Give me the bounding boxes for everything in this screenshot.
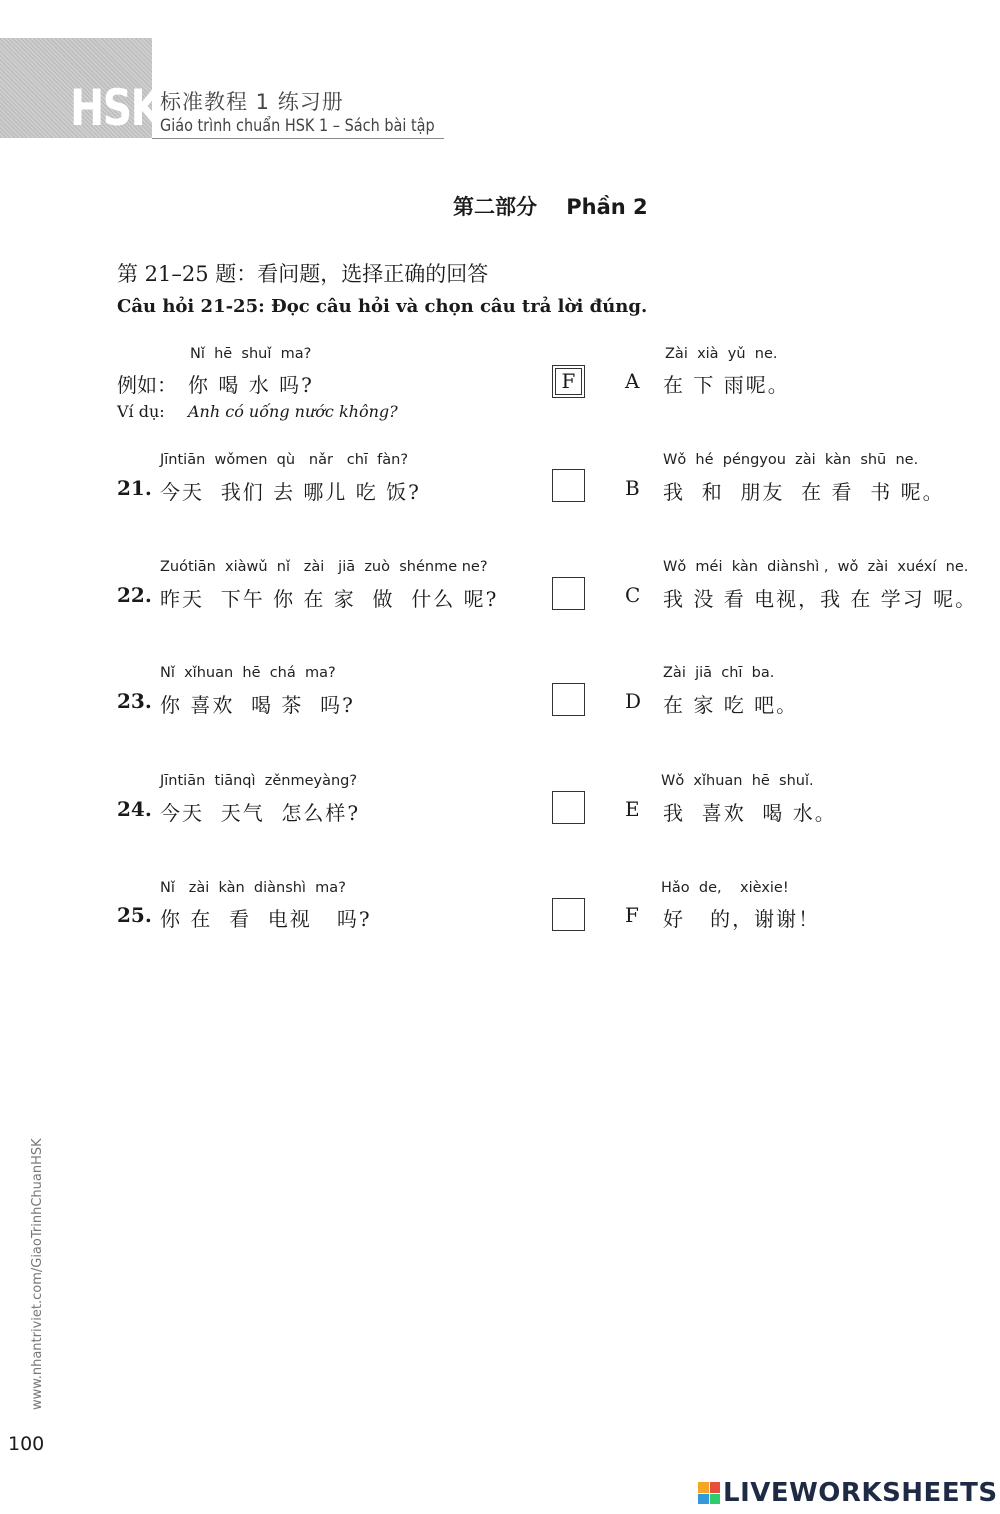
instructions-chinese: 第 21–25 题：看问题，选择正确的回答	[117, 262, 489, 286]
question-23-pinyin: Nǐ xǐhuan hē chá ma?	[160, 665, 336, 681]
question-24-chinese: 今天 天气 怎么样?	[160, 801, 361, 825]
option-a-letter: A	[625, 369, 640, 393]
part-title: 第二部分 Phần 2	[453, 195, 648, 219]
question-21-answer-box[interactable]	[552, 469, 585, 502]
option-b-chinese: 我 和 朋友 在 看 书 呢。	[663, 480, 945, 504]
option-e-pinyin: Wǒ xǐhuan hē shuǐ.	[661, 773, 814, 789]
question-23-number: 23.	[117, 689, 152, 713]
liveworksheets-logo[interactable]	[698, 1478, 998, 1508]
example-question-chinese: 你 喝 水 吗?	[188, 373, 314, 397]
question-25-answer-box[interactable]	[552, 898, 585, 931]
option-a-chinese: 在 下 雨呢。	[663, 373, 790, 397]
option-e-chinese: 我 喜欢 喝 水。	[663, 801, 837, 825]
question-23-answer-box[interactable]	[552, 683, 585, 716]
option-c-letter: C	[625, 583, 641, 607]
example-vi-label: Ví dụ:	[117, 402, 165, 421]
option-d-pinyin: Zài jiā chī ba.	[663, 665, 775, 681]
option-f-chinese: 好 的，谢谢！	[663, 907, 821, 931]
example-pinyin: Nǐ hē shuǐ ma?	[190, 346, 312, 362]
question-21-number: 21.	[117, 476, 152, 500]
question-24-answer-box[interactable]	[552, 791, 585, 824]
option-d-letter: D	[625, 689, 642, 713]
question-23-chinese: 你 喜欢 喝 茶 吗?	[160, 693, 355, 717]
instructions-vietnamese: Câu hỏi 21-25: Đọc câu hỏi và chọn câu trả lời đúng.	[117, 296, 648, 317]
question-25-pinyin: Nǐ zài kàn diànshì ma?	[160, 880, 346, 896]
header-divider	[152, 138, 444, 139]
question-22-answer-box[interactable]	[552, 577, 585, 610]
icon-tile	[698, 1482, 709, 1493]
option-b-letter: B	[625, 476, 640, 500]
option-f-pinyin: Hǎo de, xièxie!	[661, 880, 789, 896]
option-d-chinese: 在 家 吃 吧。	[663, 693, 799, 717]
option-c-pinyin: Wǒ méi kàn diànshì , wǒ zài xuéxí ne.	[663, 559, 969, 575]
question-25-chinese: 你 在 看 电视 吗?	[160, 907, 372, 931]
option-e-letter: E	[625, 797, 640, 821]
example-vi-translation: Anh có uống nước không?	[188, 402, 398, 421]
liveworksheets-text: LIVEWORKSHEETS	[723, 1478, 998, 1508]
question-22-number: 22.	[117, 583, 152, 607]
example-label: 例如：	[117, 373, 177, 397]
option-a-pinyin: Zài xià yǔ ne.	[665, 346, 778, 362]
liveworksheets-icon	[698, 1482, 720, 1504]
page-number: 100	[8, 1433, 45, 1455]
question-22-chinese: 昨天 下午 你 在 家 做 什么 呢?	[160, 587, 499, 611]
hsk-logo: HSK	[70, 79, 161, 137]
icon-tile	[698, 1494, 709, 1505]
question-25-number: 25.	[117, 903, 152, 927]
icon-tile	[710, 1494, 721, 1505]
question-22-pinyin: Zuótiān xiàwǔ nǐ zài jiā zuò shénme ne?	[160, 559, 488, 575]
side-url: www.nhantriviet.com/GiaoTrinhChuanHSK	[30, 1138, 45, 1410]
option-f-letter: F	[625, 903, 639, 927]
question-24-pinyin: Jīntiān tiānqì zěnmeyàng?	[160, 773, 358, 789]
book-title-chinese: 标准教程 1 练习册	[160, 90, 344, 114]
question-21-chinese: 今天 我们 去 哪儿 吃 饭?	[160, 480, 421, 504]
question-24-number: 24.	[117, 797, 152, 821]
icon-tile	[710, 1482, 721, 1493]
option-c-chinese: 我 没 看 电视，我 在 学习 呢。	[663, 587, 978, 611]
example-answer-box: F	[552, 365, 585, 398]
option-b-pinyin: Wǒ hé péngyou zài kàn shū ne.	[663, 452, 919, 468]
question-21-pinyin: Jīntiān wǒmen qù nǎr chī fàn?	[160, 452, 409, 468]
book-title-vietnamese: Giáo trình chuẩn HSK 1 – Sách bài tập	[160, 116, 435, 136]
